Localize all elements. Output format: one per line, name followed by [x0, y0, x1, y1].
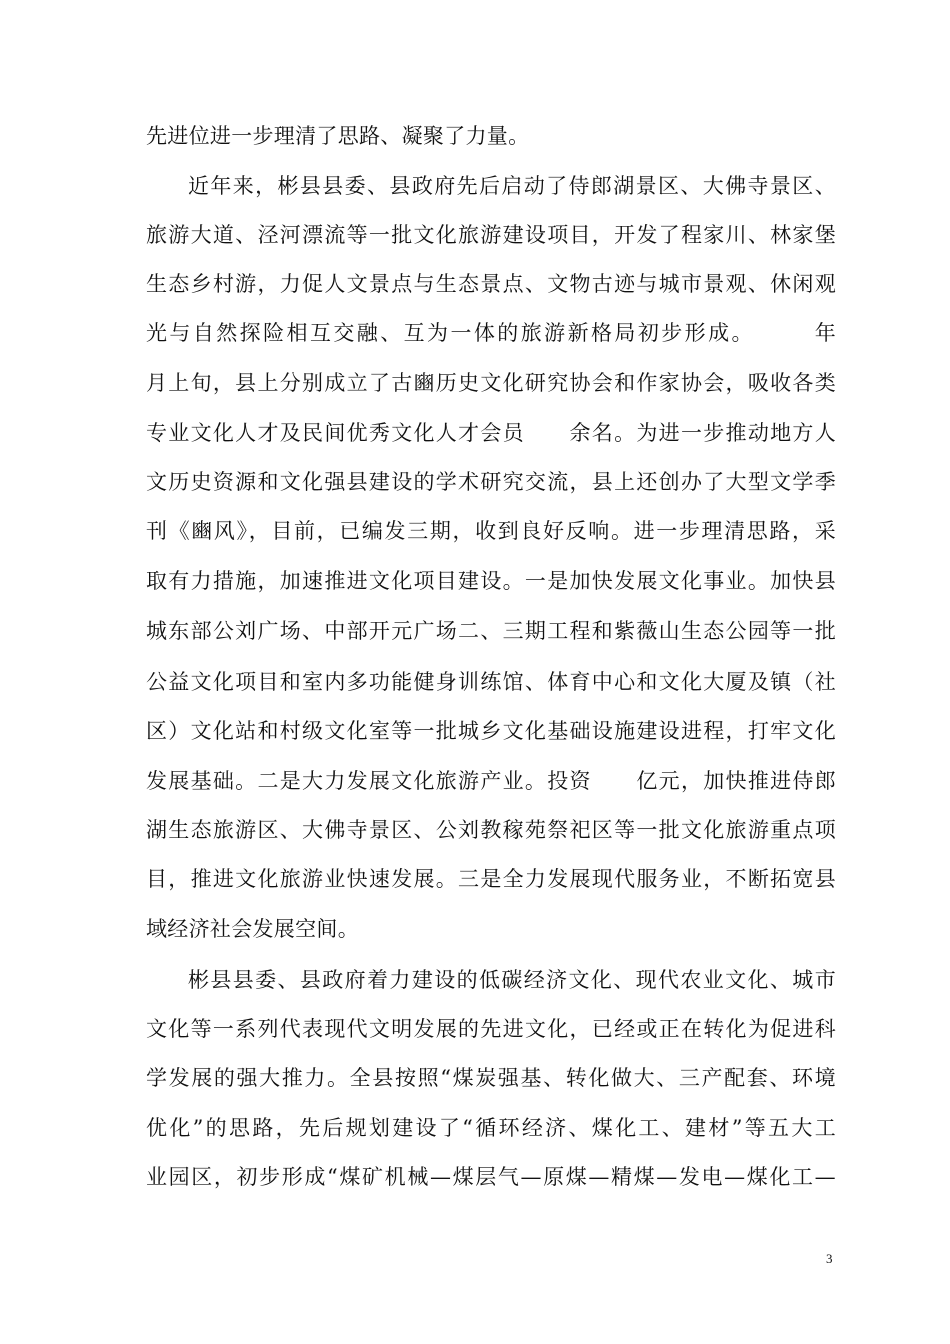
text-line: 文历史资源和文化强县建设的学术研究交流，县上还创办了大型文学季 [146, 470, 836, 494]
text-line: 先进位进一步理清了思路、凝聚了力量。 [146, 124, 530, 148]
text-line: 生态乡村游，力促人文景点与生态景点、文物古迹与城市景观、休闲观 [146, 272, 836, 296]
text-line: 文化等一系列代表现代文明发展的先进文化，已经或正在转化为促进科 [146, 1017, 836, 1041]
text-line: 刊《豳风》，目前，已编发三期，收到良好反响。进一步理清思路，采 [146, 519, 836, 543]
text-line: 光与自然探险相互交融、互为一体的旅游新格局初步形成。 年 [146, 321, 836, 345]
text-line: 取有力措施，加速推进文化项目建设。一是加快发展文化事业。加快县 [146, 569, 836, 593]
text-line: 学发展的强大推力。全县按照“煤炭强基、转化做大、三产配套、环境 [146, 1066, 836, 1090]
text-line: 区）文化站和村级文化室等一批城乡文化基础设施建设进程，打牢文化 [146, 719, 836, 743]
text-line: 发展基础。二是大力发展文化旅游产业。投资 亿元，加快推进侍郎 [146, 769, 836, 793]
page-number: 3 [826, 1251, 833, 1266]
paragraph-start-line: 彬县县委、县政府着力建设的低碳经济文化、现代农业文化、城市 [188, 968, 836, 992]
text-line: 湖生态旅游区、大佛寺景区、公刘教稼苑祭祀区等一批文化旅游重点项 [146, 818, 836, 842]
text-line: 月上旬，县上分别成立了古豳历史文化研究协会和作家协会，吸收各类 [146, 371, 836, 395]
text-line: 域经济社会发展空间。 [146, 917, 359, 941]
text-line: 旅游大道、泾河漂流等一批文化旅游建设项目，开发了程家川、林家堡 [146, 223, 836, 247]
paragraph-start-line: 近年来，彬县县委、县政府先后启动了侍郎湖景区、大佛寺景区、 [188, 174, 836, 198]
text-line: 专业文化人才及民间优秀文化人才会员 余名。为进一步推动地方人 [146, 421, 836, 445]
text-line: 业园区，初步形成“煤矿机械—煤层气—原煤—精煤—发电—煤化工— [146, 1165, 836, 1189]
text-line: 目，推进文化旅游业快速发展。三是全力发展现代服务业，不断拓宽县 [146, 867, 836, 891]
text-line: 优化”的思路，先后规划建设了“循环经济、煤化工、建材”等五大工 [146, 1116, 836, 1140]
text-line: 城东部公刘广场、中部开元广场二、三期工程和紫薇山生态公园等一批 [146, 619, 836, 643]
text-line: 公益文化项目和室内多功能健身训练馆、体育中心和文化大厦及镇（社 [146, 670, 836, 694]
